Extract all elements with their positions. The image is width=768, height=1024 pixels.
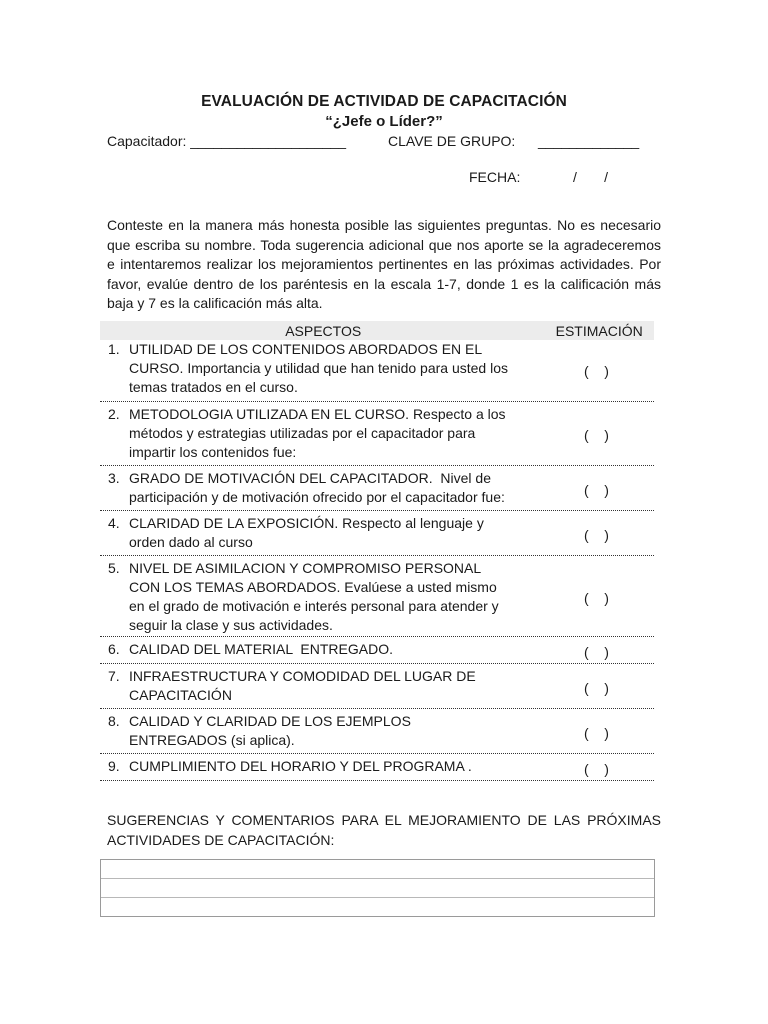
aspects-header: ASPECTOS [285, 322, 362, 339]
aspect-line: CALIDAD DEL MATERIAL ENTREGADO. [129, 641, 393, 657]
rating-input[interactable]: ( ) [584, 362, 609, 379]
row-number: 5. [108, 560, 120, 576]
rating-input[interactable]: ( ) [584, 679, 609, 696]
row-aspect-text [129, 667, 539, 708]
instructions-paragraph: Conteste en la manera más honesta posible las siguientes preguntas. No es necesario que escriba su nombre. Toda sugerencia adicional que nos aporte se la agradeceremos e intentaremos realizar los mejoramientos pertinentes en las próximas actividades. Por favor, evalúe dentro de los paréntesis en la escala 1-7, donde 1 es la calificación más baja y 7 es la calificación más alta. [107, 217, 661, 311]
aspect-line: GRADO DE MOTIVACIÓN DEL CAPACITADOR. Nivel de [129, 470, 491, 486]
rating-input[interactable]: ( ) [584, 427, 609, 443]
comment-line[interactable] [101, 878, 654, 879]
aspect-line: CALIDAD Y CLARIDAD DE LOS EJEMPLOS [129, 713, 411, 729]
row-number: 1. [108, 341, 120, 357]
row-number: 2. [108, 406, 120, 422]
clave-grupo-field[interactable]: _____________ [538, 133, 640, 149]
rating-input[interactable]: ( ) [584, 481, 609, 498]
table-row [100, 556, 654, 637]
rating-input[interactable]: ( ) [584, 724, 609, 741]
form-subtitle: “¿Jefe o Líder?” [325, 113, 443, 130]
table-row [100, 340, 654, 402]
aspect-line: CLARIDAD DE LA EXPOSICIÓN. Respecto al lenguaje y [129, 515, 484, 531]
table-row [100, 466, 654, 511]
row-aspect-text [129, 559, 539, 636]
aspect-line: CAPACITACIÓN [129, 687, 232, 703]
table-row [100, 402, 654, 466]
aspect-line: participación y de motivación ofrecido por el capacitador fue: [129, 489, 505, 505]
aspect-line: temas tratados en el curso. [129, 379, 298, 395]
rating-input[interactable]: ( ) [584, 526, 609, 543]
row-aspect-text [129, 640, 539, 663]
row-aspect-text [129, 757, 539, 780]
row-aspect-text [129, 712, 539, 753]
table-row [100, 511, 654, 556]
table-body [100, 340, 654, 781]
row-number: 7. [108, 668, 120, 684]
aspect-line: seguir la clase y sus actividades. [129, 617, 333, 633]
aspect-line: en el grado de motivación e interés personal para atender y [129, 598, 499, 614]
aspect-line: CURSO. Importancia y utilidad que han tenido para usted los [129, 360, 508, 376]
aspect-line: orden dado al curso [129, 534, 253, 550]
row-aspect-text [129, 340, 539, 401]
table-header [100, 321, 654, 340]
rating-input[interactable]: ( ) [584, 589, 609, 606]
aspect-line: impartir los contenidos fue: [129, 444, 297, 460]
aspect-line: NIVEL DE ASIMILACION Y COMPROMISO PERSONAL [129, 560, 482, 576]
row-number: 6. [108, 641, 120, 657]
row-aspect-text [129, 469, 539, 510]
row-aspect-text [129, 405, 539, 465]
table-row [100, 637, 654, 664]
aspect-line: CUMPLIMIENTO DEL HORARIO Y DEL PROGRAMA . [129, 758, 472, 774]
fecha-label: FECHA: [469, 169, 521, 185]
comment-line[interactable] [101, 897, 654, 898]
capacitador-field[interactable]: Capacitador: ____________________ [107, 133, 346, 149]
table-row [100, 754, 654, 781]
aspect-line: ENTREGADOS (si aplica). [129, 732, 295, 748]
row-aspect-text [129, 514, 539, 555]
rating-input[interactable]: ( ) [584, 760, 609, 777]
row-number: 8. [108, 713, 120, 729]
table-row [100, 664, 654, 709]
fecha-field[interactable]: / / [573, 169, 609, 185]
clave-grupo-label: CLAVE DE GRUPO: [388, 133, 516, 149]
row-number: 9. [108, 758, 120, 774]
row-number: 4. [108, 515, 120, 531]
table-row [100, 709, 654, 754]
suggestions-prompt: SUGERENCIAS Y COMENTARIOS PARA EL MEJORAMIENTO DE LAS PRÓXIMAS ACTIVIDADES DE CAPACITACIÓN: [107, 812, 661, 848]
rating-input[interactable]: ( ) [584, 643, 609, 660]
row-number: 3. [108, 470, 120, 486]
aspect-line: CON LOS TEMAS ABORDADOS. Evalúese a usted mismo [129, 579, 497, 595]
evaluation-table [100, 321, 654, 781]
aspect-line: METODOLOGIA UTILIZADA EN EL CURSO. Respecto a los [129, 406, 506, 422]
aspect-line: métodos y estrategias utilizadas por el capacitador para [129, 425, 476, 441]
estimation-header: ESTIMACIÓN [555, 322, 643, 339]
form-title: EVALUACIÓN DE ACTIVIDAD DE CAPACITACIÓN [201, 93, 567, 110]
comments-box[interactable] [100, 859, 655, 917]
aspect-line: UTILIDAD DE LOS CONTENIDOS ABORDADOS EN EL [129, 341, 483, 357]
aspect-line: INFRAESTRUCTURA Y COMODIDAD DEL LUGAR DE [129, 668, 476, 684]
